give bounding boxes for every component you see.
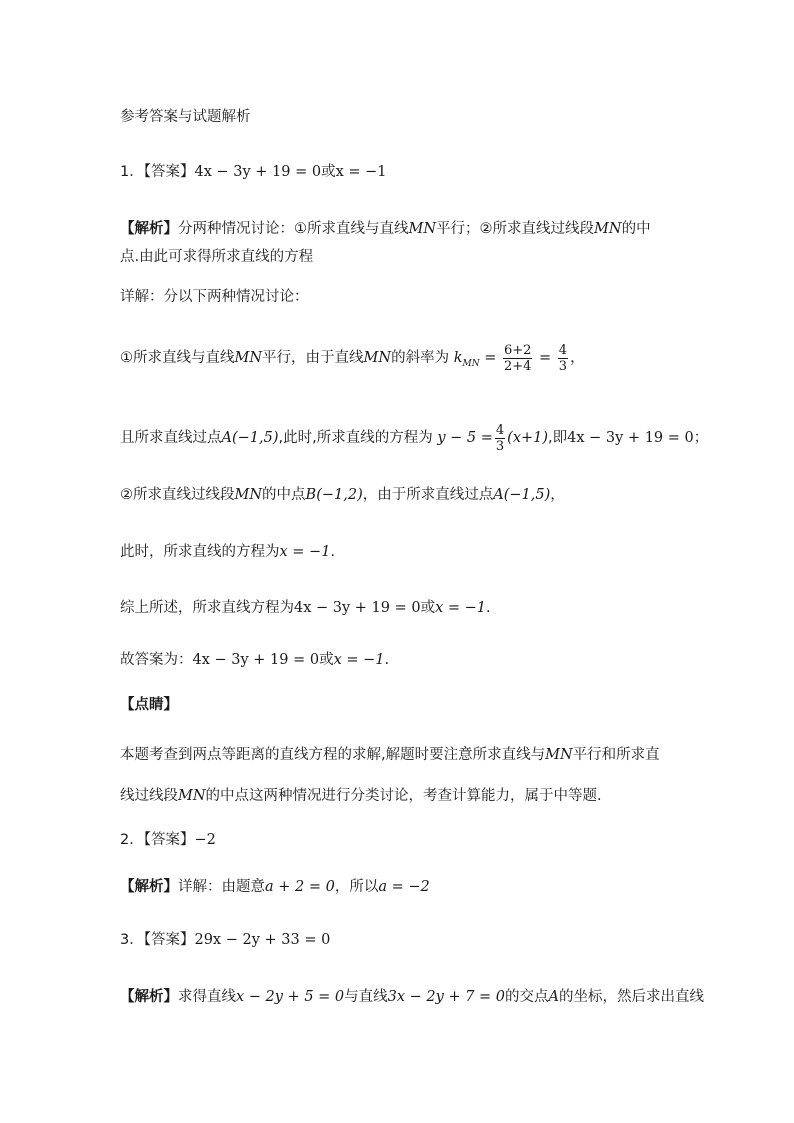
q2-eq1: a + 2 = 0 [265,879,335,895]
q1-case2-text: 的中点 [262,487,306,503]
point-a: A(−1,5) [493,487,551,503]
q1-case1-text: 平行，由于直线 [262,350,364,366]
q1-final: 故答案为：4x − 3y + 19 = 0或x = −1. [120,652,390,668]
mn-symbol: MN [363,350,392,366]
q3-answer: 3．【答案】29x − 2y + 33 = 0 [120,932,331,948]
q1-case1-text: ①所求直线与直线 [120,350,235,366]
q1-case2-result: 此时，所求直线的方程为x = −1. [120,544,336,560]
q2-analysis: 【解析】详解：由题意a + 2 = 0，所以a = −2 [120,879,430,895]
q2-answer-value: −2 [194,832,216,848]
q1-point-a: 且所求直线过点A(−1,5),此时,所求直线的方程为 y − 5 = $\frac{4}{3}$ (x+1),即4x − 3y + 19 = 0； [120,422,709,454]
q1-point-a-text: ,即 [548,430,568,446]
mn-symbol: MN [408,221,437,237]
q1-analysis-line1 [120,219,679,239]
q1-analysis-tag: 【解析】 [120,221,178,237]
mn-symbol: MN [594,221,622,237]
q3-eq1: x − 2y + 5 = 0 [236,989,345,1005]
q1-comment-line2: 线过线段MN的中点这两种情况进行分类讨论，考查计算能力，属于中等题. [120,788,602,804]
mn-symbol: MN [234,487,263,503]
q1-analysis-line2: 点.由此可求得所求直线的方程 [120,249,314,265]
q1-answer-prefix: 1．【答案】 [120,164,195,180]
q1-case1-text: 的斜率为 [391,350,450,366]
q1-point-a-text: ,此时,所求直线的方程为 [278,430,433,446]
q1-answer [120,162,679,182]
q1-case1: ①所求直线与直线MN平行，由于直线MN的斜率为 $k_{MN}$ = $\frac{6+2}{2+4}$ = $\frac{4}{3}$ ， [120,342,585,374]
q1-case2-text: ，由于所求直线过点 [362,487,494,503]
case2-eq: x = −1 [279,544,331,560]
summary-eq2: x = −1 [435,600,487,616]
slope-fraction-1: $\frac{6+2}{2+4}$ [503,342,532,374]
q2-answer: 2．【答案】−2 [120,832,216,848]
q1-analysis-text: 的中 [621,221,651,237]
line-eq-right: (x+1) [507,430,549,446]
line-eq-result: 4x − 3y + 19 = 0 [567,430,694,446]
line-eq-fraction: $\frac{4}{3}$ [495,422,505,454]
q1-case2: ②所求直线过线段MN的中点B(−1,2)，由于所求直线过点A(−1,5)， [120,487,565,503]
q1-point-a-text: 且所求直线过点 [120,430,222,446]
final-eq2: x = −1 [333,652,385,668]
line-eq-left: y − 5 = [437,430,493,446]
q1-answer-or: 或 [321,164,336,180]
slope-fraction-2: $\frac{4}{3}$ [558,342,568,374]
q1-comment-line1: 本题考查到两点等距离的直线方程的求解,解题时要注意所求直线与MN平行和所求直 [120,747,660,763]
q1-answer-eq2: x = −1 [335,164,387,180]
q3-answer-value: 29x − 2y + 33 = 0 [194,932,331,948]
q2-eq2: a = −2 [378,879,430,895]
slope-symbol: $k_{MN}$ [453,350,480,369]
final-eq1: 4x − 3y + 19 = 0 [192,652,320,668]
q3-eq2: 3x − 2y + 7 = 0 [387,989,506,1005]
q3-point: A [548,989,560,1005]
point-b: B(−1,2) [305,487,363,503]
q1-answer-eq1: 4x − 3y + 19 = 0 [194,164,322,180]
summary-eq1: 4x − 3y + 19 = 0 [294,600,421,616]
point-a: A(−1,5) [221,430,279,446]
mn-symbol: MN [545,747,573,763]
q1-case2-text: ②所求直线过线段 [120,487,235,503]
mn-symbol: MN [234,350,263,366]
q1-detail: 详解：分以下两种情况讨论： [120,289,309,305]
q1-analysis-text: 分两种情况讨论：①所求直线与直线 [178,221,409,237]
q1-analysis-text: 平行；②所求直线过线段 [436,221,595,237]
heading: 参考答案与试题解析 [120,109,251,125]
q1-comment-tag: 【点睛】 [120,697,178,713]
q3-analysis: 【解析】求得直线x − 2y + 5 = 0与直线3x − 2y + 7 = 0的交点A的坐标，然后求出直线 [120,989,705,1005]
q1-summary: 综上所述，所求直线方程为4x − 3y + 19 = 0或x = −1. [120,600,491,616]
mn-symbol: MN [178,788,206,804]
